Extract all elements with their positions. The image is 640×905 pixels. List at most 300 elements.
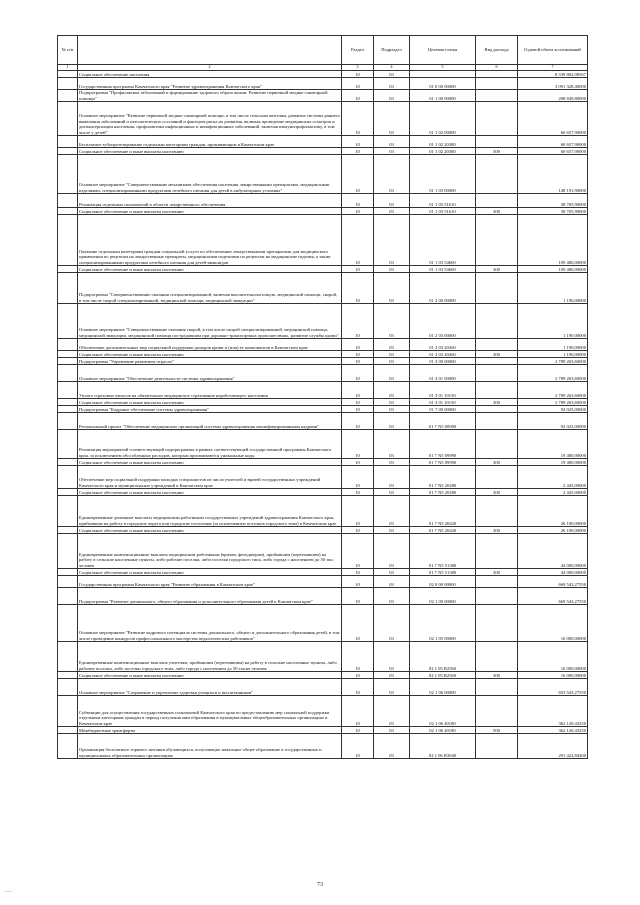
cell-target: 02 1 06 00000	[410, 679, 476, 696]
cell-amount: 2 789 263,60000	[518, 382, 588, 399]
cell-amount: 109 486,00000	[518, 266, 588, 273]
cell-subsection: 03	[374, 534, 410, 569]
table-row	[58, 496, 588, 527]
cell-target: 01 1 03 51610	[410, 208, 476, 215]
cell-expense-type: 300	[476, 569, 518, 576]
cell-name: Подпрограмма "Профилактика заболеваний и формирование здорового образа жизни. Развитие первичной медико-санитарной помощи"	[78, 90, 342, 102]
cell-amount: 92 025,00000	[518, 413, 588, 430]
cell-expense-type	[476, 273, 518, 304]
cell-name: Основное мероприятие "Сохранение и укрепление здоровья учащихся и воспитанников"	[78, 679, 342, 696]
table-row	[58, 78, 588, 90]
cell-expense-type: 300	[476, 266, 518, 273]
cell-name: Подпрограмма "Кадровое обеспечение системы здравоохранения"	[78, 406, 342, 413]
cell-name: Субвенции для осуществления государственных полномочий Камчатского края по предоставлению мер социальной поддержки отдельным категориям граждан в период получения ими образования в муниципальных общеобразовательных организациях в Камчатском крае	[78, 696, 342, 727]
cell-expense-type	[476, 78, 518, 90]
cell-amount: 362 120,43250	[518, 696, 588, 727]
cell-amount: 60 657,90000	[518, 136, 588, 148]
cell-section: 10	[342, 215, 374, 266]
cell-section: 10	[342, 148, 374, 155]
cell-amount: 26 100,00000	[518, 496, 588, 527]
cell-subsection: 03	[374, 136, 410, 148]
cell-subsection: 03	[374, 406, 410, 413]
cell-expense-type	[476, 406, 518, 413]
table-body	[58, 71, 588, 759]
cell-subsection: 03	[374, 734, 410, 759]
cell-num	[58, 215, 78, 266]
cell-num	[58, 534, 78, 569]
cell-num	[58, 339, 78, 351]
cell-name: Обеспечение мер социальной поддержки молодых специалистов из числа учителей и врачей государственных учреждений Камчатского края и муниципальных учреждений в Камчатском крае	[78, 466, 342, 489]
cell-subsection: 03	[374, 304, 410, 339]
cell-amount: 362 120,43250	[518, 727, 588, 734]
table-row	[58, 304, 588, 339]
cell-expense-type	[476, 734, 518, 759]
cell-subsection: 03	[374, 71, 410, 78]
cell-subsection: 03	[374, 569, 410, 576]
cell-name: Единовременные компенсационные выплаты учителям, прибывшим (переехавшим) на работу в сельские населенные пункты, либо рабочие поселки, либо поселки городского типа, либо города с населением до 50 тысяч человек	[78, 642, 342, 672]
cell-target: 01 1 02 00000	[410, 102, 476, 136]
cell-amount: 19 480,00000	[518, 459, 588, 466]
cell-subsection: 03	[374, 576, 410, 588]
header-subsection: Подраздел	[374, 36, 410, 65]
header-target: Целевая статья	[410, 36, 476, 65]
col-number: 6	[476, 65, 518, 71]
cell-section: 10	[342, 534, 374, 569]
cell-num	[58, 413, 78, 430]
cell-subsection: 03	[374, 194, 410, 208]
cell-target: 02 0 00 00000	[410, 576, 476, 588]
cell-num	[58, 382, 78, 399]
cell-num	[58, 679, 78, 696]
cell-target: 01 2 03 20260	[410, 339, 476, 351]
cell-name: Организация бесплатного горячего питания обучающихся, получающих начальное общее образование в государственных и муниципальных образовательных организациях	[78, 734, 342, 759]
cell-name: Социальное обеспечение и иные выплаты населению	[78, 672, 342, 679]
cell-num	[58, 90, 78, 102]
cell-amount: 60 657,90000	[518, 148, 588, 155]
cell-subsection: 03	[374, 672, 410, 679]
cell-num	[58, 358, 78, 365]
cell-subsection: 03	[374, 496, 410, 527]
col-number: 1	[58, 65, 78, 71]
header-num: № п/п	[58, 36, 78, 65]
cell-amount: 60 657,90000	[518, 102, 588, 136]
cell-num	[58, 727, 78, 734]
cell-expense-type: 300	[476, 459, 518, 466]
header-section: Раздел	[342, 36, 374, 65]
table-row	[58, 339, 588, 351]
col-number: 2	[78, 65, 342, 71]
col-number: 3	[342, 65, 374, 71]
table-row	[58, 365, 588, 382]
page-number: 73	[317, 882, 323, 888]
cell-expense-type	[476, 102, 518, 136]
cell-num	[58, 406, 78, 413]
table-row	[58, 194, 588, 208]
table-row	[58, 266, 588, 273]
table-row	[58, 351, 588, 358]
cell-name: Подпрограмма "Совершенствование оказания специализированной, включая высокотехнологичную, медицинской помощи, скорой, в том числе скорой специализированной, медицинской помощи, медицинской эвакуации"	[78, 273, 342, 304]
cell-expense-type	[476, 496, 518, 527]
cell-subsection: 03	[374, 588, 410, 605]
cell-target: 01 3 01 10150	[410, 399, 476, 406]
cell-name: Социальное обеспечение и иные выплаты населению	[78, 569, 342, 576]
table-row	[58, 102, 588, 136]
cell-subsection: 03	[374, 215, 410, 266]
cell-expense-type	[476, 90, 518, 102]
cell-subsection: 03	[374, 679, 410, 696]
cell-name: Основное мероприятие "Развитие кадрового потенциала системы дошкольного, общего и дополнительного образования детей, в том числе проведение конкурсов профессионального мастерства педагогических работников"	[78, 605, 342, 642]
cell-amount: 26 100,00000	[518, 527, 588, 534]
cell-num	[58, 466, 78, 489]
cell-subsection: 03	[374, 358, 410, 365]
cell-amount: 148 191,90000	[518, 155, 588, 194]
cell-subsection: 03	[374, 605, 410, 642]
cell-subsection: 03	[374, 78, 410, 90]
cell-name: Основное мероприятие "Совершенствование оказания скорой, в том числе скорой специализированной, медицинской помощи, медицинской эвакуации, медицинской помощи пострадавшим при дорожно-транспортных происшествиях, развитие службы крови"	[78, 304, 342, 339]
cell-target: 01 1 03 00000	[410, 155, 476, 194]
cell-amount: 44 000,00000	[518, 569, 588, 576]
cell-num	[58, 208, 78, 215]
cell-num	[58, 351, 78, 358]
cell-target: 01 7 00 00000	[410, 406, 476, 413]
cell-num	[58, 489, 78, 496]
cell-name: Уплата страховых взносов на обязательное медицинское страхование неработающего населения	[78, 382, 342, 399]
col-number: 4	[374, 65, 410, 71]
cell-name: Социальное обеспечение населения	[78, 71, 342, 78]
cell-section: 10	[342, 365, 374, 382]
cell-expense-type	[476, 413, 518, 430]
cell-target: 02 1 06 40180	[410, 696, 476, 727]
cell-subsection: 03	[374, 696, 410, 727]
cell-name: Социальное обеспечение и иные выплаты населению	[78, 351, 342, 358]
cell-target: 01 1 03 54600	[410, 215, 476, 266]
table-row	[58, 399, 588, 406]
cell-section: 10	[342, 696, 374, 727]
cell-amount: 1 190,00000	[518, 273, 588, 304]
cell-num	[58, 136, 78, 148]
cell-section: 10	[342, 679, 374, 696]
cell-target: 01 2 03 00000	[410, 304, 476, 339]
cell-section: 10	[342, 459, 374, 466]
cell-section: 10	[342, 358, 374, 365]
cell-amount: 8 339 802,98567	[518, 71, 588, 78]
cell-amount: 2 789 263,60000	[518, 358, 588, 365]
cell-name: Реализация отдельных полномочий в области лекарственного обеспечения	[78, 194, 342, 208]
cell-amount: 669 543,27550	[518, 588, 588, 605]
cell-section: 10	[342, 266, 374, 273]
cell-amount: 3 091 328,40000	[518, 78, 588, 90]
cell-name: Социальное обеспечение и иные выплаты населению	[78, 399, 342, 406]
header-name	[78, 36, 342, 65]
cell-subsection: 03	[374, 727, 410, 734]
cell-section: 10	[342, 304, 374, 339]
table-row	[58, 148, 588, 155]
cell-subsection: 03	[374, 413, 410, 430]
table-row	[58, 358, 588, 365]
cell-amount: 16 000,00000	[518, 672, 588, 679]
cell-section: 10	[342, 430, 374, 459]
cell-amount: 2 789 263,60000	[518, 365, 588, 382]
cell-num	[58, 194, 78, 208]
col-number: 5	[410, 65, 476, 71]
cell-subsection: 03	[374, 90, 410, 102]
cell-subsection: 03	[374, 642, 410, 672]
cell-subsection: 03	[374, 489, 410, 496]
cell-expense-type: 500	[476, 727, 518, 734]
col-number: 7	[518, 65, 588, 71]
cell-section: 10	[342, 78, 374, 90]
cell-expense-type	[476, 365, 518, 382]
cell-subsection: 03	[374, 382, 410, 399]
corner-mark: —— · ·	[4, 888, 17, 893]
cell-expense-type	[476, 588, 518, 605]
cell-target: 01 3 01 00000	[410, 365, 476, 382]
table-row	[58, 382, 588, 399]
cell-target: 01 1 02 20380	[410, 148, 476, 155]
cell-amount: 2 445,00000	[518, 489, 588, 496]
cell-target: 01 0 00 00000	[410, 78, 476, 90]
cell-num	[58, 569, 78, 576]
cell-name: Основное мероприятие "Совершенствование механизмов обеспечения населения лекарственными препаратами, медицинскими изделиями, специализированными продуктами лечебного питания для детей в амбулаторных условиях"	[78, 155, 342, 194]
cell-name: Основное мероприятие "Обеспечение деятельности системы здравоохранения"	[78, 365, 342, 382]
cell-target: 02 1 05 R2560	[410, 672, 476, 679]
cell-amount: 1 190,00000	[518, 351, 588, 358]
cell-num	[58, 527, 78, 534]
cell-name: Социальное обеспечение и иные выплаты населению	[78, 148, 342, 155]
cell-expense-type	[476, 430, 518, 459]
cell-name: Социальное обеспечение и иные выплаты населению	[78, 266, 342, 273]
cell-section: 10	[342, 273, 374, 304]
cell-expense-type	[476, 382, 518, 399]
cell-name: Социальное обеспечение и иные выплаты населению	[78, 489, 342, 496]
cell-expense-type: 300	[476, 489, 518, 496]
cell-name: Основное мероприятие "Развитие первичной медико-санитарной помощи, в том числе сельским жителям, развитие системы раннего выявления заболеваний и патологических состояний и факторов риска их развития, включая проведение медицинских осмотров и диспансеризации населения, профилактика инфекционных и неинфекционных заболеваний, включая иммунопрофилактику, в том числе у детей"	[78, 102, 342, 136]
table-row	[58, 466, 588, 489]
cell-num	[58, 605, 78, 642]
cell-subsection: 03	[374, 365, 410, 382]
cell-subsection: 03	[374, 155, 410, 194]
cell-subsection: 03	[374, 102, 410, 136]
table-row	[58, 430, 588, 459]
table-row	[58, 406, 588, 413]
table-row	[58, 588, 588, 605]
cell-section: 10	[342, 71, 374, 78]
cell-section: 10	[342, 496, 374, 527]
table-row	[58, 672, 588, 679]
cell-subsection: 03	[374, 351, 410, 358]
cell-name: Подпрограмма "Управление развитием отрасли"	[78, 358, 342, 365]
cell-section: 10	[342, 734, 374, 759]
cell-subsection: 03	[374, 466, 410, 489]
cell-name: Единовременные денежные выплаты медицинским работникам государственных учреждений здравоохранения Камчатского края, прибывшим на работу в городские округа или городские поселения (за исключением поселков городского типа) в Камчатском крае	[78, 496, 342, 527]
cell-target: 02 1 00 00000	[410, 588, 476, 605]
header-expense-type: Вид расхода	[476, 36, 518, 65]
cell-target: 01 3 01 10150	[410, 382, 476, 399]
cell-expense-type	[476, 679, 518, 696]
table-row	[58, 696, 588, 727]
cell-expense-type	[476, 339, 518, 351]
cell-name: Социальное обеспечение и иные выплаты населению	[78, 459, 342, 466]
cell-target: 02 1 05 R2560	[410, 642, 476, 672]
cell-amount: 1 190,00000	[518, 304, 588, 339]
cell-num	[58, 696, 78, 727]
header-amount: Годовой объем ассигнований	[518, 36, 588, 65]
cell-name: Региональный проект "Обеспечение медицинских организаций системы здравоохранения квалифицированными кадрами"	[78, 413, 342, 430]
cell-section: 10	[342, 489, 374, 496]
cell-subsection: 03	[374, 266, 410, 273]
cell-section: 10	[342, 727, 374, 734]
cell-amount: 16 000,00000	[518, 642, 588, 672]
table-row	[58, 576, 588, 588]
cell-subsection: 03	[374, 339, 410, 351]
cell-num	[58, 588, 78, 605]
cell-expense-type	[476, 136, 518, 148]
cell-section: 10	[342, 569, 374, 576]
cell-expense-type	[476, 155, 518, 194]
cell-target: 01 7 N5 20280	[410, 466, 476, 489]
cell-name: Социальное обеспечение и иные выплаты населению	[78, 208, 342, 215]
cell-section: 10	[342, 588, 374, 605]
cell-expense-type: 300	[476, 351, 518, 358]
cell-section: 10	[342, 413, 374, 430]
cell-target: 01 1 03 54600	[410, 266, 476, 273]
cell-expense-type: 300	[476, 208, 518, 215]
budget-table-sheet	[57, 35, 587, 759]
cell-section: 10	[342, 351, 374, 358]
cell-expense-type	[476, 642, 518, 672]
table-row	[58, 459, 588, 466]
cell-target: 01 2 03 20260	[410, 351, 476, 358]
cell-target: 01 7 N5 51380	[410, 534, 476, 569]
cell-section: 10	[342, 672, 374, 679]
table-row	[58, 569, 588, 576]
cell-expense-type	[476, 194, 518, 208]
cell-expense-type	[476, 71, 518, 78]
cell-amount: 19 480,00000	[518, 430, 588, 459]
cell-target: 02 1 05 00000	[410, 605, 476, 642]
cell-section: 10	[342, 90, 374, 102]
cell-num	[58, 459, 78, 466]
cell-expense-type: 300	[476, 527, 518, 534]
budget-table	[57, 35, 588, 759]
cell-name: Реализация мероприятий соответствующей подпрограммы в рамках соответствующей государственной программы Камчатского края, за исключением обособленных расходов, которым присваиваются уникальные коды	[78, 430, 342, 459]
cell-amount: 109 486,00000	[518, 215, 588, 266]
cell-name: Оказание отдельным категориям граждан социальной услуги по обеспечению лекарственными препаратами для медицинского применения по рецептам на лекарственные препараты, медицинскими изделиями по рецептам на медицинские изделия, а также специализированными продуктами лечебного питания для детей-инвалидов	[78, 215, 342, 266]
table-row	[58, 527, 588, 534]
table-row	[58, 642, 588, 672]
cell-target: 01 7 N5 20420	[410, 527, 476, 534]
cell-num	[58, 273, 78, 304]
cell-amount: 291 422,84300	[518, 734, 588, 759]
table-row	[58, 90, 588, 102]
cell-target: 01 1 00 00000	[410, 90, 476, 102]
cell-target: 01 7 N5 09990	[410, 459, 476, 466]
cell-section: 10	[342, 136, 374, 148]
cell-section: 10	[342, 527, 374, 534]
table-row	[58, 136, 588, 148]
table-row	[58, 489, 588, 496]
cell-name: Бесплатное зубопротезирование отдельным категориям граждан, проживающим в Камчатском крае	[78, 136, 342, 148]
cell-num	[58, 399, 78, 406]
cell-amount: 92 025,00000	[518, 406, 588, 413]
cell-subsection: 03	[374, 148, 410, 155]
cell-expense-type	[476, 576, 518, 588]
cell-subsection: 03	[374, 459, 410, 466]
cell-target: 01 1 02 20380	[410, 136, 476, 148]
cell-expense-type	[476, 304, 518, 339]
cell-num	[58, 576, 78, 588]
cell-amount: 1 190,00000	[518, 339, 588, 351]
cell-expense-type	[476, 605, 518, 642]
cell-expense-type: 300	[476, 672, 518, 679]
cell-target: 01 7 N5 20420	[410, 496, 476, 527]
cell-section: 10	[342, 208, 374, 215]
cell-expense-type	[476, 466, 518, 489]
table-row	[58, 155, 588, 194]
cell-target: 01 7 N5 51380	[410, 569, 476, 576]
cell-name: Межбюджетные трансферты	[78, 727, 342, 734]
cell-section: 10	[342, 339, 374, 351]
cell-amount: 208 849,80000	[518, 90, 588, 102]
cell-name: Обеспечение дополнительных мер социальной поддержки доноров крови и (или) ее компонентов в Камчатском крае	[78, 339, 342, 351]
table-row	[58, 534, 588, 569]
cell-num	[58, 102, 78, 136]
cell-num	[58, 155, 78, 194]
cell-num	[58, 78, 78, 90]
cell-target	[410, 71, 476, 78]
cell-num	[58, 642, 78, 672]
cell-num	[58, 266, 78, 273]
table-row	[58, 679, 588, 696]
table-row	[58, 605, 588, 642]
cell-name: Социальное обеспечение и иные выплаты населению	[78, 527, 342, 534]
cell-section: 10	[342, 642, 374, 672]
cell-num	[58, 734, 78, 759]
cell-name: Подпрограмма "Развитие дошкольного, общего образования и дополнительного образования детей в Камчатском крае"	[78, 588, 342, 605]
cell-section: 10	[342, 605, 374, 642]
cell-section: 10	[342, 406, 374, 413]
cell-subsection: 03	[374, 273, 410, 304]
cell-num	[58, 496, 78, 527]
cell-num	[58, 304, 78, 339]
cell-section: 10	[342, 155, 374, 194]
header-row	[58, 36, 588, 65]
cell-amount: 38 705,90000	[518, 194, 588, 208]
cell-expense-type: 300	[476, 148, 518, 155]
cell-subsection: 03	[374, 399, 410, 406]
cell-num	[58, 71, 78, 78]
cell-amount: 669 543,27550	[518, 576, 588, 588]
cell-subsection: 03	[374, 208, 410, 215]
table-row	[58, 215, 588, 266]
cell-num	[58, 148, 78, 155]
cell-subsection: 03	[374, 527, 410, 534]
cell-expense-type	[476, 696, 518, 727]
cell-target: 01 2 00 00000	[410, 273, 476, 304]
cell-section: 10	[342, 576, 374, 588]
cell-expense-type	[476, 215, 518, 266]
cell-amount: 2 445,00000	[518, 466, 588, 489]
table-row	[58, 413, 588, 430]
cell-amount: 2 789 263,60000	[518, 399, 588, 406]
cell-section: 10	[342, 466, 374, 489]
cell-expense-type	[476, 358, 518, 365]
table-row	[58, 734, 588, 759]
cell-amount: 653 543,27550	[518, 679, 588, 696]
cell-num	[58, 365, 78, 382]
cell-name: Государственная программа Камчатского края "Развитие образования в Камчатском крае"	[78, 576, 342, 588]
cell-target: 01 7 N5 09990	[410, 430, 476, 459]
